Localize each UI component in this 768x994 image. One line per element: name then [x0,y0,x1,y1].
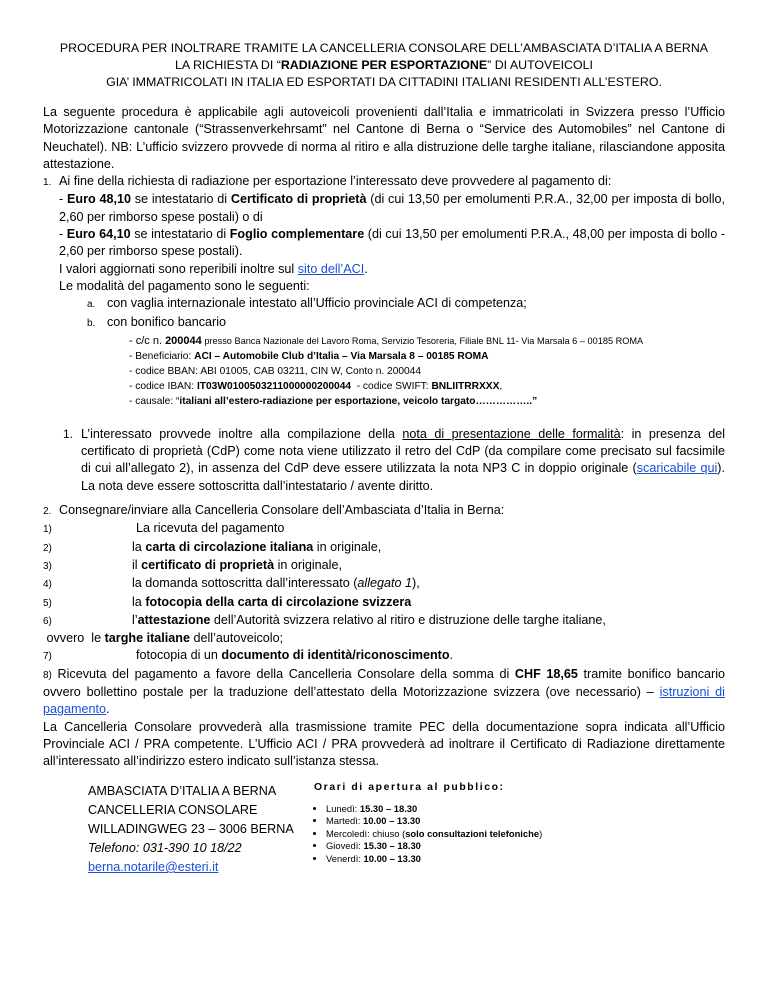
hours-item [326,815,542,828]
step-1-text: Ai fine della richiesta di radiazione per esportazione l’interessato deve provvedere al pagamento di: [59,174,612,189]
step-1b-pre: L’interessato provvede inoltre alla compilazione della [81,426,403,441]
doc-item-1-text: La ricevuta del pagamento [136,521,285,536]
step-2-heading [43,502,725,520]
doc-item-2-post: in originale, [313,539,382,554]
step-1b-rest: : in presenza del certificato di proprietà (CdP) come nota viene utilizzato il retro del CdP (da compilare come precisato sul facsimile di cui all’allegato 2), in assenza del CdP deve essere utilizzata la nota NP3 C in doppio originale ( [81,426,726,476]
bank-swift-post: , [499,380,503,392]
mode-b-letter: b. [87,317,96,329]
hours-day: Mercoledì: chiuso ( [326,827,406,839]
opt1-dash: - [59,192,67,207]
doc-item-ovvero [43,630,725,647]
hours-time: solo consultazioni telefoniche [405,827,540,839]
doc-item-8-amount: CHF 18,65 [514,666,578,681]
hours-day: Venerdì: [326,852,364,864]
address-phone: Telefono: 031-390 10 18/22 [88,841,242,855]
doc-item-5-num: 5) [43,597,52,609]
doc-item-6-post: dell’Autorità svizzera relativo al ritiro e distruzione delle targhe italiane, [210,612,606,627]
aci-values-line [43,261,725,278]
bank-swift-pre: - codice SWIFT: [351,380,432,392]
doc-item-1 [43,520,725,538]
ovvero-bold: targhe italiane [104,631,190,646]
bank-causale-post: ” [532,395,538,407]
step-2 [43,502,725,770]
opt1-rest: (di cui 13,50 per emolumenti P.R.A., 32,00 per imposta di bollo, 2,60 per rimborso spese postali) o di [59,192,726,224]
opt2-dash: - [59,227,67,242]
hours-item [326,840,542,853]
doc-item-4-post: ), [412,576,420,591]
document-title [40,40,728,91]
doc-item-4-num: 4) [43,579,52,591]
bank-cc-number: 200044 [165,334,202,347]
title-line-1: PROCEDURA PER INOLTRARE TRAMITE LA CANCELLERIA CONSOLARE DELL’AMBASCIATA D’ITALIA A BERNA [59,41,709,55]
title-line-3: GIA’ IMMATRICOLATI IN ITALIA ED ESPORTATI DA CITTADINI ITALIANI RESIDENTI ALL’ESTERO. [106,75,662,89]
opening-hours-title: Orari di apertura al pubblico: [314,782,505,793]
mode-a-letter: a. [87,299,96,311]
opening-hours-list [314,803,542,866]
step-2-text: Consegnare/inviare alla Cancelleria Consolare dell’Ambasciata d’Italia in Berna: [59,503,505,518]
hours-time: 10.00 – 13.30 [363,815,421,826]
payment-modes-label: Le modalità del pagamento sono le seguenti: [59,278,310,293]
doc-item-3-num: 3) [43,560,52,572]
nota-presentazione: nota di presentazione delle formalità [402,426,621,441]
doc-item-3-bold: certificato di proprietà [141,557,275,572]
title-line-2-post: ” DI AUTOVEICOLI [487,58,593,72]
doc-item-6-bold: attestazione [137,612,211,627]
intro-paragraph: La seguente procedura è applicabile agli autoveicoli provenienti dall’Italia e immatricolati in Svizzera presso l’Ufficio Motorizzazione cantonale (“Strassenverkehrsamt” nel Cantone di Berna o “Service des Automobiles” nel Cantone di Neuchatel). NB: L’ufficio svizzero provvede di norma al ritiro e alla distruzione delle targhe italiane, rilasciandone apposita attestazione. [43,105,725,171]
doc-item-4 [43,575,725,593]
opt1-doc: Certificato di proprietà [230,192,367,207]
doc-item-8-num: 8) [43,669,52,681]
doc-item-7-num: 7) [43,651,52,663]
doc-item-8-end: . [106,702,110,717]
bank-iban: IT03W0100503211000000200044 [196,380,352,392]
doc-item-8 [43,666,725,719]
aci-site-link[interactable]: sito dell’ACI [297,261,365,276]
hours-item [326,828,542,841]
opening-hours [314,782,542,865]
step-1 [43,173,725,409]
hours-day: Giovedì: [326,840,364,851]
doc-item-4-pre: la domanda sottoscritta dall’interessato ( [132,576,358,591]
email-link[interactable]: berna.notarile@esteri.it [88,860,219,874]
address-email[interactable] [88,858,294,877]
doc-item-2-pre: la [132,539,146,554]
bank-cc [129,334,725,349]
bank-causale-pre: - causale: “ [129,395,180,407]
bank-causale [129,394,725,409]
doc-item-5 [43,594,725,612]
hours-day: Martedì: [326,815,363,826]
closing-paragraph: La Cancelleria Consolare provvederà alla trasmissione tramite PEC della documentazione sopra indicata all’Ufficio Provinciale ACI / PRA competente. L’Ufficio ACI / PRA provvederà ad inoltrare il Certificato di Radiazione direttamente all’interessato all’indirizzo estero indicato sull’istanza stessa. [43,719,725,769]
hours-item [326,853,542,866]
step-1-heading [43,173,725,191]
bank-iban-pre: - codice IBAN: [129,380,197,392]
bank-beneficiary-name: ACI – Automobile Club d’Italia – Via Marsala 8 – 00185 ROMA [194,350,489,362]
mode-b-text: con bonifico bancario [107,314,227,329]
doc-item-3-pre: il [132,557,142,572]
mode-a-text: con vaglia internazionale intestato all’Ufficio provinciale ACI di competenza; [107,296,527,311]
payment-mode-b [43,314,725,332]
hours-time: 15.30 – 18.30 [359,802,418,814]
bank-details [43,334,725,409]
doc-item-6-pre: l’ [132,612,138,627]
hours-time: 10.00 – 13.30 [363,852,421,864]
bank-cc-pre: - c/c n. [129,334,166,347]
opt1-amount: Euro 48,10 [66,192,131,207]
address-line-3: WILLADINGWEG 23 – 3006 BERNA [88,822,294,836]
hours-item [326,803,542,816]
hours-post: ) [539,827,543,839]
doc-item-8-rest: tramite bonifico bancario ovvero bollettino postale per la traduzione dell’attestato della Motorizzazione svizzera (ove necessario) – [43,666,726,700]
doc-item-3 [43,557,725,575]
doc-item-1-num: 1) [43,524,52,536]
doc-item-7 [43,647,725,665]
opt1-mid: se intestatario di [130,192,231,207]
opt2-mid: se intestatario di [130,227,230,242]
doc-item-8-pre: Ricevuta del pagamento a favore della Cancelleria Consolare della somma di [51,666,515,681]
bank-benef-pre: - Beneficiario: [129,350,195,362]
doc-item-4-italic: allegato 1 [357,576,413,591]
aci-post: . [364,261,368,276]
doc-item-7-pre: fotocopia di un [136,648,222,663]
bank-bban: - codice BBAN: ABI 01005, CAB 03211, CIN W, Conto n. 200044 [129,365,422,377]
title-line-2-pre: LA RICHIESTA DI “ [175,58,281,72]
payment-mode-a [43,295,725,313]
bank-iban-swift [129,379,725,394]
doc-item-5-bold: fotocopia della carta di circolazione svizzera [145,594,412,609]
address-line-1: AMBASCIATA D’ITALIA A BERNA [88,784,277,798]
aci-pre: I valori aggiornati sono reperibili inoltre sul [59,261,298,276]
step-1b-end: ). La nota deve essere sottoscritta dall’intestatario / avente diritto. [81,461,725,493]
ovvero-pre: ovvero le [43,631,105,646]
opt2-rest: (di cui 13,50 per emolumenti P.R.A., 48,00 per imposta di bollo - 2,60 per rimborso spese postali). [59,227,726,259]
step-1b [43,426,725,495]
hours-time: 15.30 – 18.30 [363,840,421,851]
payment-option-2 [43,226,725,261]
step-1b-number: 1. [63,426,74,441]
title-line-2-bold: RADIAZIONE PER ESPORTAZIONE [280,58,488,72]
download-link[interactable]: scaricabile qui [636,461,718,476]
doc-item-2-num: 2) [43,542,52,554]
payment-instructions-link[interactable]: istruzioni di pagamento [43,685,725,717]
step-2-number: 2. [43,506,52,518]
doc-item-7-post: . [449,648,454,663]
address-line-2: CANCELLERIA CONSOLARE [88,803,258,817]
doc-item-2 [43,539,725,557]
step-1-number: 1. [43,177,52,189]
doc-item-2-bold: carta di circolazione italiana [145,539,314,554]
payment-option-1 [43,191,725,226]
title-line-2 [40,57,728,74]
opt2-doc: Foglio complementare [229,227,365,242]
hours-day: Lunedì: [326,802,360,814]
document-body [43,104,725,771]
doc-item-6-num: 6) [43,615,52,627]
bank-swift: BNLIITRRXXX [431,380,500,392]
doc-item-3-post: in originale, [274,557,342,572]
bank-beneficiary [129,349,725,364]
embassy-address [88,782,294,877]
doc-item-5-pre: la [132,594,146,609]
ovvero-post: dell’autoveicolo; [190,631,284,646]
bank-cc-rest: presso Banca Nazionale del Lavoro Roma, Servizio Tesoreria, Filiale BNL 11- Via Marsala 6 – 00185 ROMA [201,335,644,346]
doc-item-6 [43,612,725,630]
bank-causale-text: italiani all’estero-radiazione per esportazione, veicolo targato…………….. [179,395,533,407]
opt2-amount: Euro 64,10 [66,227,131,242]
step-1b-text [81,426,725,495]
doc-item-7-bold: documento di identità/riconoscimento [221,648,450,663]
